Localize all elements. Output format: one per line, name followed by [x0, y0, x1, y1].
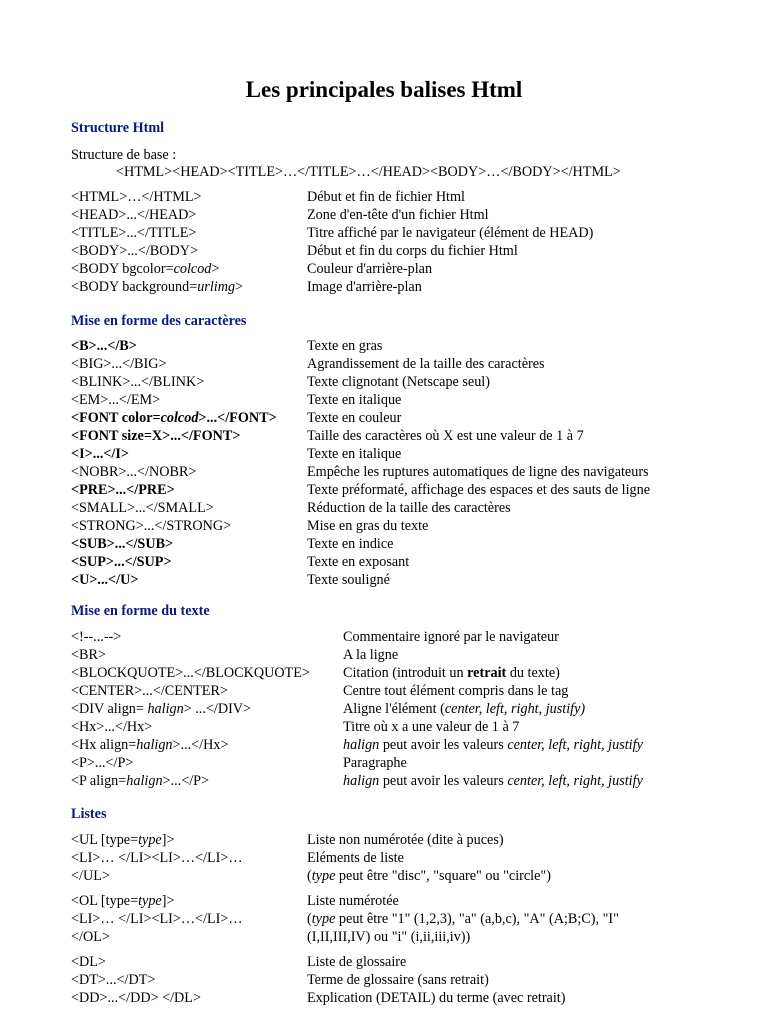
- table-row: [71, 646, 731, 664]
- tag-code: <DIV align= halign> ...</DIV>: [71, 701, 252, 717]
- tag-code: <STRONG>...</STRONG>: [71, 518, 232, 534]
- base-structure-label: Structure de base :: [71, 147, 177, 163]
- tag-description: Liste non numérotée (dite à puces): [307, 832, 504, 848]
- table-row: [71, 278, 731, 296]
- tag-description: Empêche les ruptures automatiques de ligne des navigateurs: [307, 464, 649, 480]
- tag-description: Texte en exposant: [307, 554, 410, 570]
- table-row: [71, 682, 731, 700]
- tag-code: <Hx>...</Hx>: [71, 719, 153, 735]
- table-row: [71, 427, 731, 445]
- tag-description: A la ligne: [343, 647, 399, 663]
- tag-code: <NOBR>...</NOBR>: [71, 464, 197, 480]
- tag-code: <BLOCKQUOTE>...</BLOCKQUOTE>: [71, 665, 310, 681]
- tag-description: Texte en italique: [307, 392, 402, 408]
- tag-description: Mise en gras du texte: [307, 518, 429, 534]
- tag-code: <DL>: [71, 954, 106, 970]
- tag-code: <DT>...</DT>: [71, 972, 156, 988]
- table-row: [71, 628, 731, 646]
- tag-code: <BODY background=urlimg>: [71, 279, 244, 295]
- table-row: [71, 463, 731, 481]
- tag-description: Aligne l'élément (center, left, right, justify): [343, 701, 586, 717]
- table-row: [71, 664, 731, 682]
- tag-description: (type peut être "1" (1,2,3), "a" (a,b,c), "A" (A;B;C), "I": [307, 911, 619, 927]
- tag-description: (type peut être "disc", "square" ou "circle"): [307, 868, 551, 884]
- table-row: [71, 571, 731, 589]
- tag-code: <I>...</I>: [71, 446, 129, 462]
- tag-code: </OL>: [71, 929, 110, 945]
- tag-code: <HEAD>...</HEAD>: [71, 207, 197, 223]
- table-row: [71, 736, 731, 754]
- tag-description: (I,II,III,IV) ou "i" (i,ii,iii,iv)): [307, 929, 471, 945]
- tag-code: <EM>...</EM>: [71, 392, 161, 408]
- tag-code: <!--...-->: [71, 629, 122, 645]
- tag-description: Zone d'en-tête d'un fichier Html: [307, 207, 489, 223]
- tag-description: Texte en gras: [307, 338, 383, 354]
- tag-description: Centre tout élément compris dans le tag: [343, 683, 569, 699]
- tag-description: Taille des caractères où X est une valeur de 1 à 7: [307, 428, 584, 444]
- tag-code: <SMALL>...</SMALL>: [71, 500, 214, 516]
- table-row: [71, 553, 731, 571]
- base-structure-code: <HTML><HEAD><TITLE>…</TITLE>…</HEAD><BODY>…</BODY></HTML>: [116, 164, 621, 180]
- table-row: [71, 892, 731, 910]
- tag-code: <OL [type=type]>: [71, 893, 175, 909]
- table-row: [71, 700, 731, 718]
- tag-description: Paragraphe: [343, 755, 407, 771]
- table-row: [71, 445, 731, 463]
- tag-code: <BODY>...</BODY>: [71, 243, 198, 259]
- tag-description: halign peut avoir les valeurs center, left, right, justify: [343, 773, 643, 789]
- tag-code: <BR>: [71, 647, 106, 663]
- tag-code: <P>...</P>: [71, 755, 134, 771]
- tag-description: Image d'arrière-plan: [307, 279, 422, 295]
- tag-code: <LI>… </LI><LI>…</LI>…: [71, 911, 243, 927]
- tag-description: Début et fin de fichier Html: [307, 189, 465, 205]
- tag-code: <PRE>...</PRE>: [71, 482, 175, 498]
- tag-description: Titre affiché par le navigateur (élément de HEAD): [307, 225, 594, 241]
- table-row: [71, 535, 731, 553]
- tag-description: Couleur d'arrière-plan: [307, 261, 433, 277]
- table-row: [71, 242, 731, 260]
- tag-code: <SUP>...</SUP>: [71, 554, 172, 570]
- tag-description: Texte en indice: [307, 536, 394, 552]
- table-row: [71, 928, 731, 946]
- tag-code: <TITLE>...</TITLE>: [71, 225, 197, 241]
- table-row: [71, 224, 731, 242]
- tag-description: Commentaire ignoré par le navigateur: [343, 629, 559, 645]
- section-heading-listes: Listes: [71, 806, 107, 822]
- tag-description: Liste de glossaire: [307, 954, 407, 970]
- tag-description: Début et fin du corps du fichier Html: [307, 243, 518, 259]
- tag-code: <FONT size=X>...</FONT>: [71, 428, 241, 444]
- tag-code: <DD>...</DD> </DL>: [71, 990, 201, 1006]
- table-row: [71, 849, 731, 867]
- tag-code: <BODY bgcolor=colcod>: [71, 261, 220, 277]
- table-row: [71, 831, 731, 849]
- tag-code: <Hx align=halign>...</Hx>: [71, 737, 229, 753]
- tag-code: <FONT color=colcod>...</FONT>: [71, 410, 277, 426]
- table-row: [71, 772, 731, 790]
- table-row: [71, 499, 731, 517]
- table-row: [71, 754, 731, 772]
- tag-code: <UL [type=type]>: [71, 832, 175, 848]
- tag-description: Eléments de liste: [307, 850, 404, 866]
- section-heading-structure: Structure Html: [71, 120, 165, 136]
- tag-description: Explication (DETAIL) du terme (avec retrait): [307, 990, 566, 1006]
- table-row: [71, 867, 731, 885]
- tag-description: Texte clignotant (Netscape seul): [307, 374, 490, 390]
- section-heading-caracteres: Mise en forme des caractères: [71, 313, 247, 329]
- table-row: [71, 391, 731, 409]
- table-row: [71, 953, 731, 971]
- tag-description: Agrandissement de la taille des caractères: [307, 356, 545, 372]
- page-title: Les principales balises Html: [245, 77, 523, 102]
- tag-description: Texte souligné: [307, 572, 390, 588]
- tag-code: <BLINK>...</BLINK>: [71, 374, 205, 390]
- table-row: [71, 188, 731, 206]
- table-row: [71, 517, 731, 535]
- section-heading-texte: Mise en forme du texte: [71, 603, 210, 619]
- table-row: [71, 971, 731, 989]
- tag-description: Terme de glossaire (sans retrait): [307, 972, 489, 988]
- tag-description: Texte en italique: [307, 446, 402, 462]
- tag-code: </UL>: [71, 868, 110, 884]
- table-row: [71, 910, 731, 928]
- table-row: [71, 989, 731, 1007]
- tag-code: <BIG>...</BIG>: [71, 356, 167, 372]
- tag-description: Liste numérotée: [307, 893, 399, 909]
- table-row: [71, 373, 731, 391]
- table-row: [71, 337, 731, 355]
- tag-description: Citation (introduit un retrait du texte): [343, 665, 560, 681]
- tag-code: <SUB>...</SUB>: [71, 536, 174, 552]
- tag-description: halign peut avoir les valeurs center, left, right, justify: [343, 737, 643, 753]
- tag-description: Titre où x a une valeur de 1 à 7: [343, 719, 520, 735]
- tag-code: <U>...</U>: [71, 572, 139, 588]
- tag-code: <CENTER>...</CENTER>: [71, 683, 228, 699]
- tag-code: <LI>… </LI><LI>…</LI>…: [71, 850, 243, 866]
- tag-description: Texte en couleur: [307, 410, 402, 426]
- tag-description: Réduction de la taille des caractères: [307, 500, 511, 516]
- tag-code: <HTML>…</HTML>: [71, 189, 202, 205]
- tag-description: Texte préformaté, affichage des espaces et des sauts de ligne: [307, 482, 651, 498]
- table-row: [71, 718, 731, 736]
- table-row: [71, 409, 731, 427]
- tag-code: <P align=halign>...</P>: [71, 773, 210, 789]
- table-row: [71, 355, 731, 373]
- table-row: [71, 260, 731, 278]
- table-row: [71, 206, 731, 224]
- tag-code: <B>...</B>: [71, 338, 137, 354]
- table-row: [71, 481, 731, 499]
